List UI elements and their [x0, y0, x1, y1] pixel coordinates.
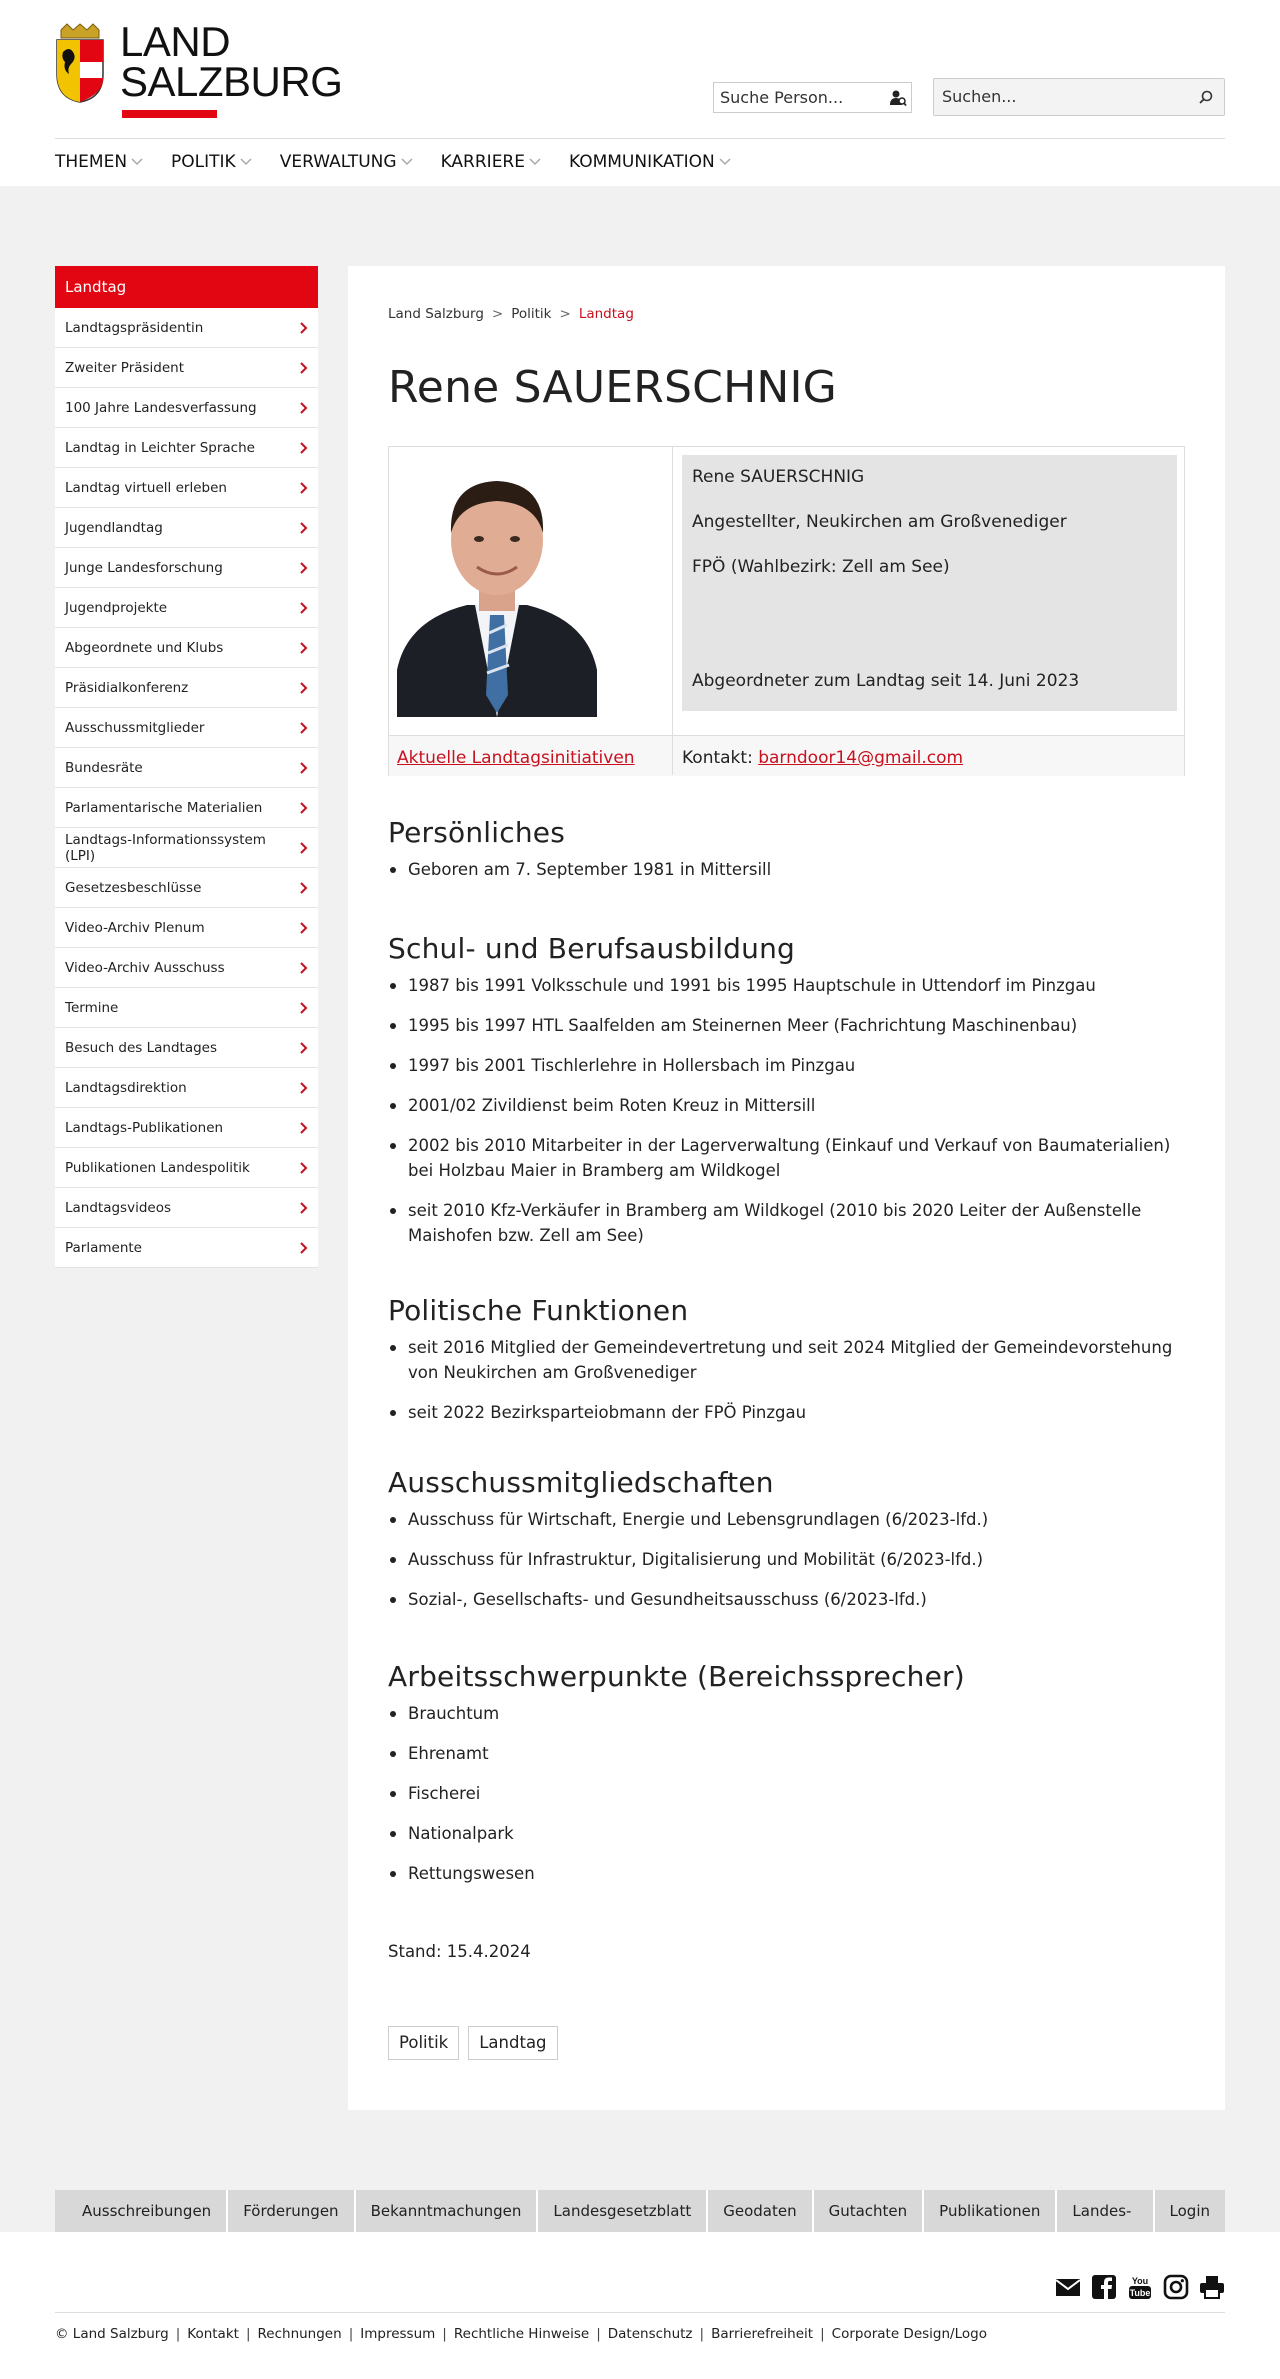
- section-politische-funktionen: [388, 1294, 1185, 1440]
- sidebar-item-label: Landtags-Publikationen: [65, 1119, 224, 1136]
- nav-kommunikation[interactable]: KOMMUNIKATION: [569, 150, 731, 174]
- list-item: Nationalpark: [388, 1821, 1185, 1846]
- list-item: Rettungswesen: [388, 1861, 1185, 1886]
- mail-icon[interactable]: [1055, 2274, 1081, 2300]
- tag-landtag[interactable]: Landtag: [468, 2026, 557, 2060]
- chevron-right-icon: [299, 1002, 308, 1014]
- sidebar-item-label: Abgeordnete und Klubs: [65, 639, 224, 656]
- tag-politik[interactable]: Politik: [388, 2026, 459, 2060]
- list-item: Fischerei: [388, 1781, 1185, 1806]
- sidebar-item-landtagsvideos[interactable]: [55, 1188, 318, 1228]
- person-since: Abgeordneter zum Landtag seit 14. Juni 2023: [692, 671, 1080, 691]
- sidebar-item-label: Termine: [65, 999, 119, 1016]
- chevron-right-icon: [299, 682, 308, 694]
- sidebar-title[interactable]: Landtag: [55, 266, 318, 308]
- chevron-right-icon: [299, 842, 308, 854]
- sidebar-item-label: Jugendprojekte: [65, 599, 168, 616]
- section-heading: Persönliches: [388, 816, 566, 849]
- footer-meta-impressum[interactable]: Impressum: [360, 2326, 436, 2342]
- section-list: [388, 1507, 1185, 1612]
- sidebar-item-label: Besuch des Landtages: [65, 1039, 218, 1056]
- section-list: [388, 1335, 1185, 1425]
- sidebar-item-zweiter-präsident[interactable]: [55, 348, 318, 388]
- person-box-name: Rene SAUERSCHNIG: [692, 467, 865, 487]
- footer: [0, 2232, 1280, 2379]
- initiatives-link[interactable]: Aktuelle Landtagsinitiativen: [397, 748, 635, 768]
- sidebar-item-publikationen-landespolitik[interactable]: [55, 1148, 318, 1188]
- chevron-right-icon: [299, 602, 308, 614]
- list-item: Sozial-, Gesellschafts- und Gesundheitsausschuss (6/2023-lfd.): [388, 1587, 1185, 1612]
- sidebar-item-parlamente[interactable]: [55, 1228, 318, 1268]
- breadcrumb-land-salzburg[interactable]: Land Salzburg: [388, 306, 484, 322]
- search-icon[interactable]: [1198, 89, 1214, 105]
- sidebar-item-landtags-publikationen[interactable]: [55, 1108, 318, 1148]
- footer-link-landesgesetzblatt[interactable]: Landesgesetzblatt: [538, 2190, 708, 2232]
- list-item: Ausschuss für Infrastruktur, Digitalisierung und Mobilität (6/2023-lfd.): [388, 1547, 1185, 1572]
- chevron-right-icon: [299, 562, 308, 574]
- nav-politik[interactable]: POLITIK: [171, 150, 252, 174]
- footer-link-ausschreibungen[interactable]: Ausschreibungen: [55, 2190, 228, 2232]
- sidebar-item-label: Publikationen Landespolitik: [65, 1159, 250, 1176]
- footer-meta-links: [55, 2326, 987, 2342]
- sidebar-item-label: Bundesräte: [65, 759, 143, 776]
- sidebar-item-abgeordnete-und-klubs[interactable]: [55, 628, 318, 668]
- breadcrumb-separator: >: [559, 306, 571, 322]
- sidebar-item-label: Parlamente: [65, 1239, 142, 1256]
- chevron-right-icon: [299, 362, 308, 374]
- footer-link-publikationen[interactable]: Publikationen: [924, 2190, 1057, 2232]
- person-occupation: Angestellter, Neukirchen am Großvenediger: [692, 512, 1067, 532]
- sidebar-item-ausschussmitglieder[interactable]: [55, 708, 318, 748]
- person-search-input[interactable]: [713, 82, 912, 113]
- sidebar-item-label: Landtagsvideos: [65, 1199, 171, 1216]
- chevron-down-icon: [131, 158, 143, 166]
- person-party: FPÖ (Wahlbezirk: Zell am See): [692, 557, 950, 577]
- footer-link-landes-zeitung[interactable]: Landes-: [1057, 2190, 1154, 2232]
- section-heading: Schul- und Berufsausbildung: [388, 932, 796, 965]
- sidebar-item-landtagspräsidentin[interactable]: [55, 308, 318, 348]
- breadcrumb-current: Landtag: [578, 306, 634, 322]
- breadcrumb: [388, 306, 634, 322]
- chevron-right-icon: [299, 722, 308, 734]
- chevron-right-icon: [299, 402, 308, 414]
- sidebar-item-jugendlandtag[interactable]: [55, 508, 318, 548]
- nav-karriere[interactable]: KARRIERE: [441, 150, 541, 174]
- chevron-right-icon: [299, 322, 308, 334]
- sidebar-item-besuch-des-landtages[interactable]: [55, 1028, 318, 1068]
- section-list: [388, 857, 1185, 882]
- list-item: seit 2016 Mitglied der Gemeindevertretung und seit 2024 Mitglied der Gemeindevorstehung von Neukirchen am Großvenediger: [388, 1335, 1185, 1385]
- stand-date: Stand: 15.4.2024: [388, 1942, 531, 1961]
- logo-line-1: LAND: [120, 18, 231, 65]
- page-title: Rene SAUERSCHNIG: [388, 362, 837, 413]
- sidebar-item-landtag-in-leichter-sprache[interactable]: [55, 428, 318, 468]
- logo-accent-bar: [122, 110, 217, 118]
- instagram-icon[interactable]: [1163, 2274, 1189, 2300]
- footer-meta-kontakt[interactable]: Kontakt: [187, 2326, 239, 2342]
- youtube-icon[interactable]: [1127, 2274, 1153, 2300]
- chevron-right-icon: [299, 802, 308, 814]
- chevron-down-icon: [240, 158, 252, 166]
- person-info-table: [388, 446, 1185, 776]
- chevron-right-icon: [299, 1242, 308, 1254]
- person-search-placeholder: Suche Person...: [720, 88, 844, 107]
- list-item: Ausschuss für Wirtschaft, Energie und Lebensgrundlagen (6/2023-lfd.): [388, 1507, 1185, 1532]
- section-persönliches: [388, 816, 1185, 897]
- sidebar-item-label: Landtagspräsidentin: [65, 319, 204, 336]
- site-search-input[interactable]: [933, 78, 1225, 116]
- chevron-right-icon: [299, 482, 308, 494]
- main-content: [348, 266, 1225, 2110]
- chevron-right-icon: [299, 642, 308, 654]
- list-item: seit 2010 Kfz-Verkäufer in Bramberg am Wildkogel (2010 bis 2020 Leiter der Außenstelle Maishofen bzw. Zell am See): [388, 1198, 1185, 1248]
- section-ausschussmitgliedschaften: [388, 1466, 1185, 1627]
- chevron-down-icon: [401, 158, 413, 166]
- sidebar-item-junge-landesforschung[interactable]: [55, 548, 318, 588]
- site-header: [0, 0, 1280, 186]
- sidebar-item-präsidialkonferenz[interactable]: [55, 668, 318, 708]
- sidebar-item-label: Junge Landesforschung: [65, 559, 223, 576]
- chevron-down-icon: [529, 158, 541, 166]
- footer-meta-separator: |: [699, 2326, 705, 2342]
- print-icon[interactable]: [1199, 2274, 1225, 2300]
- footer-meta-separator: |: [245, 2326, 251, 2342]
- footer-meta-separator: |: [820, 2326, 825, 2342]
- chevron-right-icon: [299, 1202, 308, 1214]
- tag-list: [388, 2026, 558, 2060]
- main-nav: [55, 150, 731, 174]
- sidebar-item-label: Ausschussmitglieder: [65, 719, 205, 736]
- list-item: 2002 bis 2010 Mitarbeiter in der Lagerverwaltung (Einkauf und Verkauf von Baumaterialien) bei Holzbau Maier in Bramberg am Wildkogel: [388, 1133, 1185, 1183]
- coat-of-arms-icon: [55, 22, 105, 104]
- sidebar-item-label: Jugendlandtag: [65, 519, 163, 536]
- section-list: [388, 973, 1185, 1248]
- sidebar-item-landtags-informationssystem-lpi[interactable]: [55, 828, 318, 868]
- section-list: [388, 1701, 1185, 1886]
- section-schul-und-berufsausbildung: [388, 932, 1185, 1263]
- sidebar-item-jugendprojekte[interactable]: [55, 588, 318, 628]
- section-heading: Politische Funktionen: [388, 1294, 689, 1327]
- chevron-down-icon: [719, 158, 731, 166]
- sidebar-item-gesetzesbeschlüsse[interactable]: [55, 868, 318, 908]
- sidebar-item-landtagsdirektion[interactable]: [55, 1068, 318, 1108]
- sidebar-item-termine[interactable]: [55, 988, 318, 1028]
- sidebar-item-video-archiv-plenum[interactable]: [55, 908, 318, 948]
- chevron-right-icon: [299, 442, 308, 454]
- list-item: Brauchtum: [388, 1701, 1185, 1726]
- footer-meta-separator: |: [348, 2326, 354, 2342]
- contact-email-link[interactable]: barndoor14@gmail.com: [758, 748, 964, 768]
- chevron-right-icon: [299, 1162, 308, 1174]
- sidebar-item-label: Präsidialkonferenz: [65, 679, 189, 696]
- list-item: seit 2022 Bezirksparteiobmann der FPÖ Pinzgau: [388, 1400, 1185, 1425]
- list-item: 1995 bis 1997 HTL Saalfelden am Steinernen Meer (Fachrichtung Maschinenbau): [388, 1013, 1185, 1038]
- footer-meta-barrierefreiheit[interactable]: Barrierefreiheit: [711, 2326, 814, 2342]
- person-summary-box: [682, 455, 1177, 711]
- sidebar-item-100-jahre-landesverfassung[interactable]: [55, 388, 318, 428]
- sidebar-item-parlamentarische-materialien[interactable]: [55, 788, 318, 828]
- footer-meta-separator: |: [175, 2326, 181, 2342]
- person-search-icon[interactable]: [889, 89, 907, 107]
- sidebar-item-video-archiv-ausschuss[interactable]: [55, 948, 318, 988]
- site-search-placeholder: Suchen...: [942, 87, 1017, 106]
- sidebar-item-label: Video-Archiv Ausschuss: [65, 959, 225, 976]
- footer-meta-datenschutz[interactable]: Datenschutz: [607, 2326, 693, 2342]
- site-logo[interactable]: [55, 18, 343, 122]
- chevron-right-icon: [299, 1082, 308, 1094]
- footer-meta-rechtliche-hinweise[interactable]: Rechtliche Hinweise: [453, 2326, 590, 2342]
- sidebar-item-label: Landtag virtuell erleben: [65, 479, 227, 496]
- nav-themen[interactable]: THEMEN: [55, 150, 143, 174]
- svg-text:You: You: [1131, 2276, 1149, 2286]
- sidebar-item-label: Video-Archiv Plenum: [65, 919, 205, 936]
- nav-verwaltung[interactable]: VERWALTUNG: [280, 150, 413, 174]
- chevron-right-icon: [299, 962, 308, 974]
- facebook-icon[interactable]: [1091, 2274, 1117, 2300]
- chevron-right-icon: [299, 1042, 308, 1054]
- footer-meta-corporate-design-logo[interactable]: Corporate Design/Logo: [831, 2326, 987, 2342]
- logo-line-2: SALZBURG: [120, 58, 343, 105]
- footer-link-geodaten[interactable]: Geodaten: [708, 2190, 813, 2232]
- chevron-right-icon: [299, 522, 308, 534]
- nav-divider: [55, 138, 1225, 139]
- sidebar-item-label: Landtag in Leichter Sprache: [65, 439, 255, 456]
- breadcrumb-politik[interactable]: Politik: [511, 306, 552, 322]
- sidebar-item-landtag-virtuell-erleben[interactable]: [55, 468, 318, 508]
- list-item: 2001/02 Zivildienst beim Roten Kreuz in Mittersill: [388, 1093, 1185, 1118]
- chevron-right-icon: [299, 882, 308, 894]
- footer-link-bekanntmachungen[interactable]: Bekanntmachungen: [356, 2190, 539, 2232]
- footer-link-login[interactable]: Login: [1169, 2202, 1210, 2220]
- footer-links-bar: [55, 2190, 1225, 2232]
- contact-label: Kontakt:: [682, 748, 753, 768]
- social-icons: [1055, 2274, 1225, 2300]
- footer-meta-separator: |: [596, 2326, 601, 2342]
- list-item: Geboren am 7. September 1981 in Mittersill: [388, 857, 1185, 882]
- breadcrumb-separator: >: [491, 306, 504, 322]
- sidebar-item-label: Landtags-Informationssystem (LPI): [65, 831, 266, 864]
- portrait-photo: [397, 455, 597, 717]
- sidebar-item-label: 100 Jahre Landesverfassung: [65, 399, 257, 416]
- footer-meta-separator: |: [442, 2326, 447, 2342]
- list-item: Ehrenamt: [388, 1741, 1185, 1766]
- sidebar: [55, 266, 318, 1268]
- footer-link-gutachten[interactable]: Gutachten: [814, 2190, 925, 2232]
- sidebar-item-bundesräte[interactable]: [55, 748, 318, 788]
- list-item: 1987 bis 1991 Volksschule und 1991 bis 1995 Hauptschule in Uttendorf im Pinzgau: [388, 973, 1185, 998]
- sidebar-item-label: Zweiter Präsident: [65, 359, 185, 376]
- list-item: 1997 bis 2001 Tischlerlehre in Hollersbach im Pinzgau: [388, 1053, 1185, 1078]
- svg-text:Tube: Tube: [1129, 2288, 1151, 2298]
- copyright: © Land Salzburg: [55, 2326, 169, 2342]
- section-heading: Arbeitsschwerpunkte (Bereichssprecher): [388, 1660, 965, 1693]
- footer-meta-rechnungen[interactable]: Rechnungen: [257, 2326, 342, 2342]
- footer-link-förderungen[interactable]: Förderungen: [228, 2190, 355, 2232]
- contact-row: [682, 748, 963, 768]
- sidebar-list: [55, 308, 318, 1268]
- sidebar-item-label: Gesetzesbeschlüsse: [65, 879, 202, 896]
- chevron-right-icon: [299, 922, 308, 934]
- sidebar-item-label: Parlamentarische Materialien: [65, 799, 263, 816]
- sidebar-item-label: Landtagsdirektion: [65, 1079, 187, 1096]
- section-heading: Ausschussmitgliedschaften: [388, 1466, 774, 1499]
- chevron-right-icon: [299, 1122, 308, 1134]
- chevron-right-icon: [299, 762, 308, 774]
- section-arbeitsschwerpunkte-bereichssprecher: [388, 1660, 1185, 1901]
